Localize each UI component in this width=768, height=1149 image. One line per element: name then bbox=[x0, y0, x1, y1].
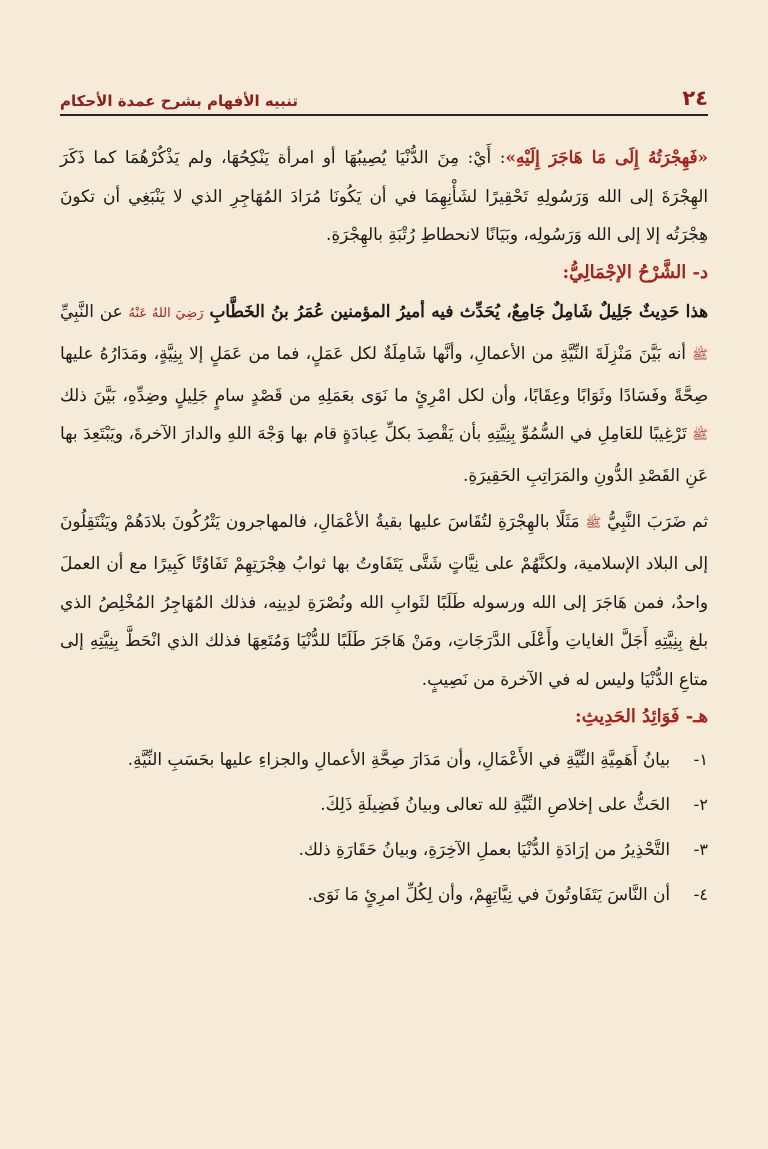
paragraph-text: أنه بَيَّنَ مَنْزِلَةَ النِّيَّةِ من الأعمالِ، وأنَّها شَامِلَةٌ لكل عَمَلٍ، فما من عَمَلٍ إلا بِنِيَّةٍ، ومَدَارُهُ عليها صِحَّةً وفَسَادًا وثَوَابًا وعِقَابًا، وأن لكل امْرِئٍ ما نَوَى بعَمَلِهِ من قَصْدٍ سامٍ جَلِيلٍ وضِدِّهِ، بَيَّنَ ذلك bbox=[60, 342, 708, 405]
paragraph-text: مَثَلًا بالهِجْرَةِ لتُقَاسَ عليها بقيةُ الأعْمَالِ، فالمهاجرون يَتْرُكُونَ بلادَهُمْ ويَنْتَقِلُونَ إلى البلاد الإسلامية، ولكنَّهُمْ على نِيَّاتٍ شَتَّى يَتَفَاوتُ بها ثوابُ هِجْرَتِهِمْ تَفَاوُتًا كَبِيرًا مع أن العملَ واحدٌ، فمن هَاجَرَ إلى الله ورسوله طَلَبًا لثَوابِ الله ونُصْرَةِ لدِينِه، فذلك المُهَاجِرُ المُخْلِصُ الذي بلغ بِنِيَّتِهِ أَجَلَّ الغاياتِ وأَعْلَى الدَّرَجَاتِ، ومَنْ هَاجَرَ طَلَبًا للدُّنْيَا وَمُتَعِهَا فذلك الذي انْحَطَّ بِنِيَّتِهِ إلى متاعِ الدُّنْيَا وليس له في الآخرة من نَصِيبٍ. bbox=[60, 511, 708, 689]
benefits-list bbox=[60, 737, 708, 917]
page-header bbox=[60, 86, 708, 110]
list-item bbox=[60, 872, 708, 917]
list-item-number: ٤- bbox=[693, 884, 708, 904]
header-rule bbox=[60, 114, 708, 116]
section-heading-overall-explanation: د- الشَّرْحُ الإجْمَالِيُّ: bbox=[562, 261, 708, 283]
list-item bbox=[60, 782, 708, 827]
list-item-text: أن النَّاسَ يَتَفَاوتُونَ في نِيَّاتِهِمْ، وأن لِكُلِّ امرِئٍ مَا نَوَى. bbox=[307, 883, 670, 904]
list-item-number: ١- bbox=[693, 749, 708, 769]
list-item-text: بيانُ أَهَمِيَّةِ النِّيَّةِ في الأَعْمَالِ، وأن مَدَارَ صِحَّةِ الأعمالِ والجزاءِ عليها بحَسَبِ النِّيَّةِ. bbox=[127, 748, 670, 769]
list-item bbox=[60, 737, 708, 782]
hadith-quote: «فَهِجْرَتُهُ إِلَى مَا هَاجَرَ إِلَيْهِ» bbox=[505, 147, 708, 167]
list-item-text: التَّحْذِيرُ من إرَادَةِ الدُّنْيَا بعملِ الآخِرَةِ، وبيانُ حَقَارَةِ ذلك. bbox=[298, 838, 670, 859]
paragraph-text: تَرْغِيبًا للعَامِلِ في السُّمُوِّ بِنِيَّتِهِ بأن يَقْصِدَ بكلِّ عِبادَةٍ قام بها وَجْهَ اللهِ والدارَ الآخرةَ، ويَبْتَعِدَ بها عَنِ القَصْدِ الدُّونِ والمَرَاتِبِ الحَقِيرَةِ. bbox=[60, 423, 708, 485]
list-item-text: الحَثُّ على إخلاصِ النِّيَّةِ لله تعالى وبيانُ فَضِيلَةِ ذَلِكَ. bbox=[320, 793, 670, 814]
explanation-paragraph-1 bbox=[60, 292, 708, 494]
intro-text: : أَيْ: مِنَ الدُّنْيَا يُصِيبُهَا أو امرأة يَنْكِحُهَا، ولم يَذْكُرْهُمَا كما ذَكَرَ الهِجْرَةَ إلى الله وَرَسُولِهِ تَحْقِيرًا لشَأْنِهِمَا في أن يَكُونَا مُرَادَ المُهَاجِرِ الذي لا يَنْبَغِي أن تكونَ هِجْرَتُه إلا إلى الله وَرَسُولِه، وبَيَانًا لانحطاطِ رُتْبَةِ بالهِجْرَةِ. bbox=[60, 147, 708, 245]
paragraph-text: عن النَّبِيِّ bbox=[60, 301, 123, 322]
salawat-symbol: ﷺ bbox=[585, 516, 602, 532]
section-heading-hadith-benefits: هـ- فَوَائِدُ الحَدِيثِ: bbox=[574, 706, 708, 728]
list-item bbox=[60, 827, 708, 872]
intro-paragraph bbox=[60, 138, 708, 254]
salawat-symbol: ﷺ bbox=[692, 428, 708, 444]
explanation-paragraph-2 bbox=[60, 502, 708, 698]
list-item-number: ٢- bbox=[693, 794, 708, 814]
paragraph-lead: هذا حَدِيثٌ جَلِيلٌ شَامِلٌ جَامِعٌ، يُحَدِّث فيه أميرُ المؤمنين عُمَرُ بنُ الخَطَّابِ bbox=[209, 301, 708, 322]
list-item-number: ٣- bbox=[693, 839, 708, 859]
running-title: تنبيه الأفهام بشرح عمدة الأحكام bbox=[60, 92, 298, 110]
page-number: ٢٤ bbox=[682, 86, 708, 110]
honorific-radiyallahu-anhu: رَضِيَ اللهُ عَنْهُ bbox=[128, 306, 204, 322]
paragraph-text: ثم ضَرَبَ النَّبِيُّ bbox=[607, 511, 708, 532]
salawat-symbol: ﷺ bbox=[692, 347, 709, 363]
page-body bbox=[60, 138, 708, 917]
